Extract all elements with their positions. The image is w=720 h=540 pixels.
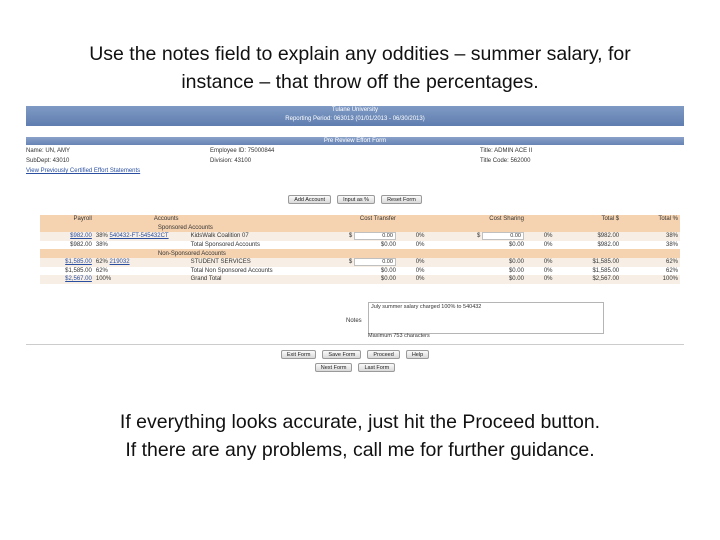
table-row [40, 258, 680, 267]
col-total-percent: Total % [621, 215, 680, 224]
pct-cell: 100% [94, 275, 171, 284]
account-desc: Total Non Sponsored Accounts [171, 267, 299, 276]
slide-caption [30, 408, 690, 464]
last-form-button[interactable]: Last Form [358, 363, 395, 372]
pct-cell: 62% [94, 267, 171, 276]
total-cell: $1,585.00 [554, 258, 621, 267]
title-code: Title Code: 562000 [480, 158, 531, 164]
account-link[interactable]: 219032 [109, 259, 130, 266]
pct-cell: 0% [398, 258, 427, 267]
section-non-sponsored [40, 249, 680, 258]
reset-form-button[interactable]: Reset Form [381, 195, 422, 204]
pct-cell: 38% [94, 241, 171, 250]
pct-cell: 0% [398, 232, 427, 241]
payroll-cell: $982.00 [40, 241, 94, 250]
total-cell: $982.00 [554, 232, 621, 241]
bottom-button-row-1 [24, 350, 686, 359]
account-desc: Total Sponsored Accounts [171, 241, 299, 250]
slide-title-line-1: Use the notes field to explain any oddities – summer salary, for [89, 43, 631, 65]
col-cost-transfer: Cost Transfer [298, 215, 398, 224]
cost-transfer-cell: $0.00 [298, 275, 398, 284]
notes-max-characters: Maximum 753 characters [368, 333, 430, 339]
slide-title-line-2: instance – that throw off the percentages. [181, 71, 539, 93]
pct-cell: 0% [526, 241, 555, 250]
notes-textarea[interactable]: July summer salary charged 100% to 540432 [368, 302, 604, 334]
account-desc: STUDENT SERVICES [171, 258, 299, 267]
table-row [40, 267, 680, 276]
pct-cell: 0% [526, 232, 555, 241]
division: Division: 43100 [210, 158, 252, 164]
col-accounts: Accounts [94, 215, 299, 224]
pct-cell: 38% [95, 233, 108, 240]
slide-caption-line-1: If everything looks accurate, just hit the Proceed button. [119, 411, 601, 433]
total-pct-cell: 38% [621, 232, 680, 241]
table-row-grand-total [40, 275, 680, 284]
form-title-bar [26, 137, 684, 145]
exit-form-button[interactable]: Exit Form [281, 350, 317, 359]
currency-symbol: $ [348, 233, 353, 240]
help-button[interactable]: Help [406, 350, 429, 359]
effort-form-screenshot [24, 104, 686, 378]
payroll-link[interactable]: $1,585.00 [40, 258, 94, 267]
payroll-link[interactable]: $2,567.00 [40, 275, 94, 284]
section-label: Sponsored Accounts [94, 224, 680, 233]
cost-sharing-cell: $0.00 [426, 258, 526, 267]
col-cost-sharing: Cost Sharing [426, 215, 526, 224]
slide-title [30, 40, 690, 96]
employee-title: Title: ADMIN ACE II [480, 148, 533, 154]
payroll-link[interactable]: $982.00 [40, 232, 94, 241]
pct-cell: 0% [526, 275, 555, 284]
cost-transfer-cell: $0.00 [298, 267, 398, 276]
section-sponsored [40, 224, 680, 233]
pct-cell: 62% [95, 259, 108, 266]
total-pct-cell: 62% [621, 267, 680, 276]
payroll-cell: $1,585.00 [40, 267, 94, 276]
reporting-period: Reporting Period: 063013 (01/01/2013 - 06/30/2013) [285, 116, 425, 122]
total-pct-cell: 100% [621, 275, 680, 284]
table-row [40, 232, 680, 241]
section-label: Non-Sponsored Accounts [94, 249, 680, 258]
effort-table [40, 215, 680, 284]
account-desc: KidsWalk Coalition 07 [171, 232, 299, 241]
pct-cell: 0% [526, 267, 555, 276]
cost-transfer-input[interactable]: 0.00 [354, 232, 396, 240]
total-pct-cell: 62% [621, 258, 680, 267]
total-pct-cell: 38% [621, 241, 680, 250]
cost-sharing-cell: $0.00 [426, 275, 526, 284]
total-cell: $1,585.00 [554, 267, 621, 276]
col-payroll: Payroll [40, 215, 94, 224]
total-cell: $982.00 [554, 241, 621, 250]
cost-transfer-input[interactable]: 0.00 [354, 258, 396, 266]
cost-sharing-cell: $0.00 [426, 267, 526, 276]
top-button-row [24, 195, 686, 204]
col-total-dollars: Total $ [554, 215, 621, 224]
bottom-button-row-2 [24, 363, 686, 372]
form-title: Pre Review Effort Form [323, 138, 387, 144]
add-account-button[interactable]: Add Account [288, 195, 331, 204]
view-certified-statements-link[interactable]: View Previously Certified Effort Statements [26, 168, 141, 174]
pct-cell: 0% [398, 267, 427, 276]
proceed-button[interactable]: Proceed [367, 350, 400, 359]
save-form-button[interactable]: Save Form [322, 350, 361, 359]
table-header [40, 215, 680, 224]
divider [26, 344, 684, 345]
employee-name: Name: UN, AMY [26, 148, 71, 154]
account-desc: Grand Total [171, 275, 299, 284]
currency-symbol: $ [348, 259, 353, 266]
slide-caption-line-2: If there are any problems, call me for further guidance. [125, 439, 595, 461]
pct-cell: 0% [398, 241, 427, 250]
cost-sharing-input[interactable]: 0.00 [482, 232, 524, 240]
input-as-percent-button[interactable]: Input as % [337, 195, 375, 204]
currency-symbol: $ [476, 233, 481, 240]
notes-label: Notes [346, 318, 362, 324]
total-cell: $2,567.00 [554, 275, 621, 284]
pct-cell: 0% [526, 258, 555, 267]
table-row [40, 241, 680, 250]
university-name: Tulane University [331, 107, 379, 113]
subdept: SubDept: 43010 [26, 158, 70, 164]
header-bar [26, 106, 684, 126]
cost-transfer-cell: $0.00 [298, 241, 398, 250]
cost-sharing-cell: $0.00 [426, 241, 526, 250]
employee-id: Employee ID: 75000844 [210, 148, 275, 154]
next-form-button[interactable]: Next Form [315, 363, 353, 372]
pct-cell: 0% [398, 275, 427, 284]
account-link[interactable]: 540432-FT-545432CT [109, 233, 169, 240]
